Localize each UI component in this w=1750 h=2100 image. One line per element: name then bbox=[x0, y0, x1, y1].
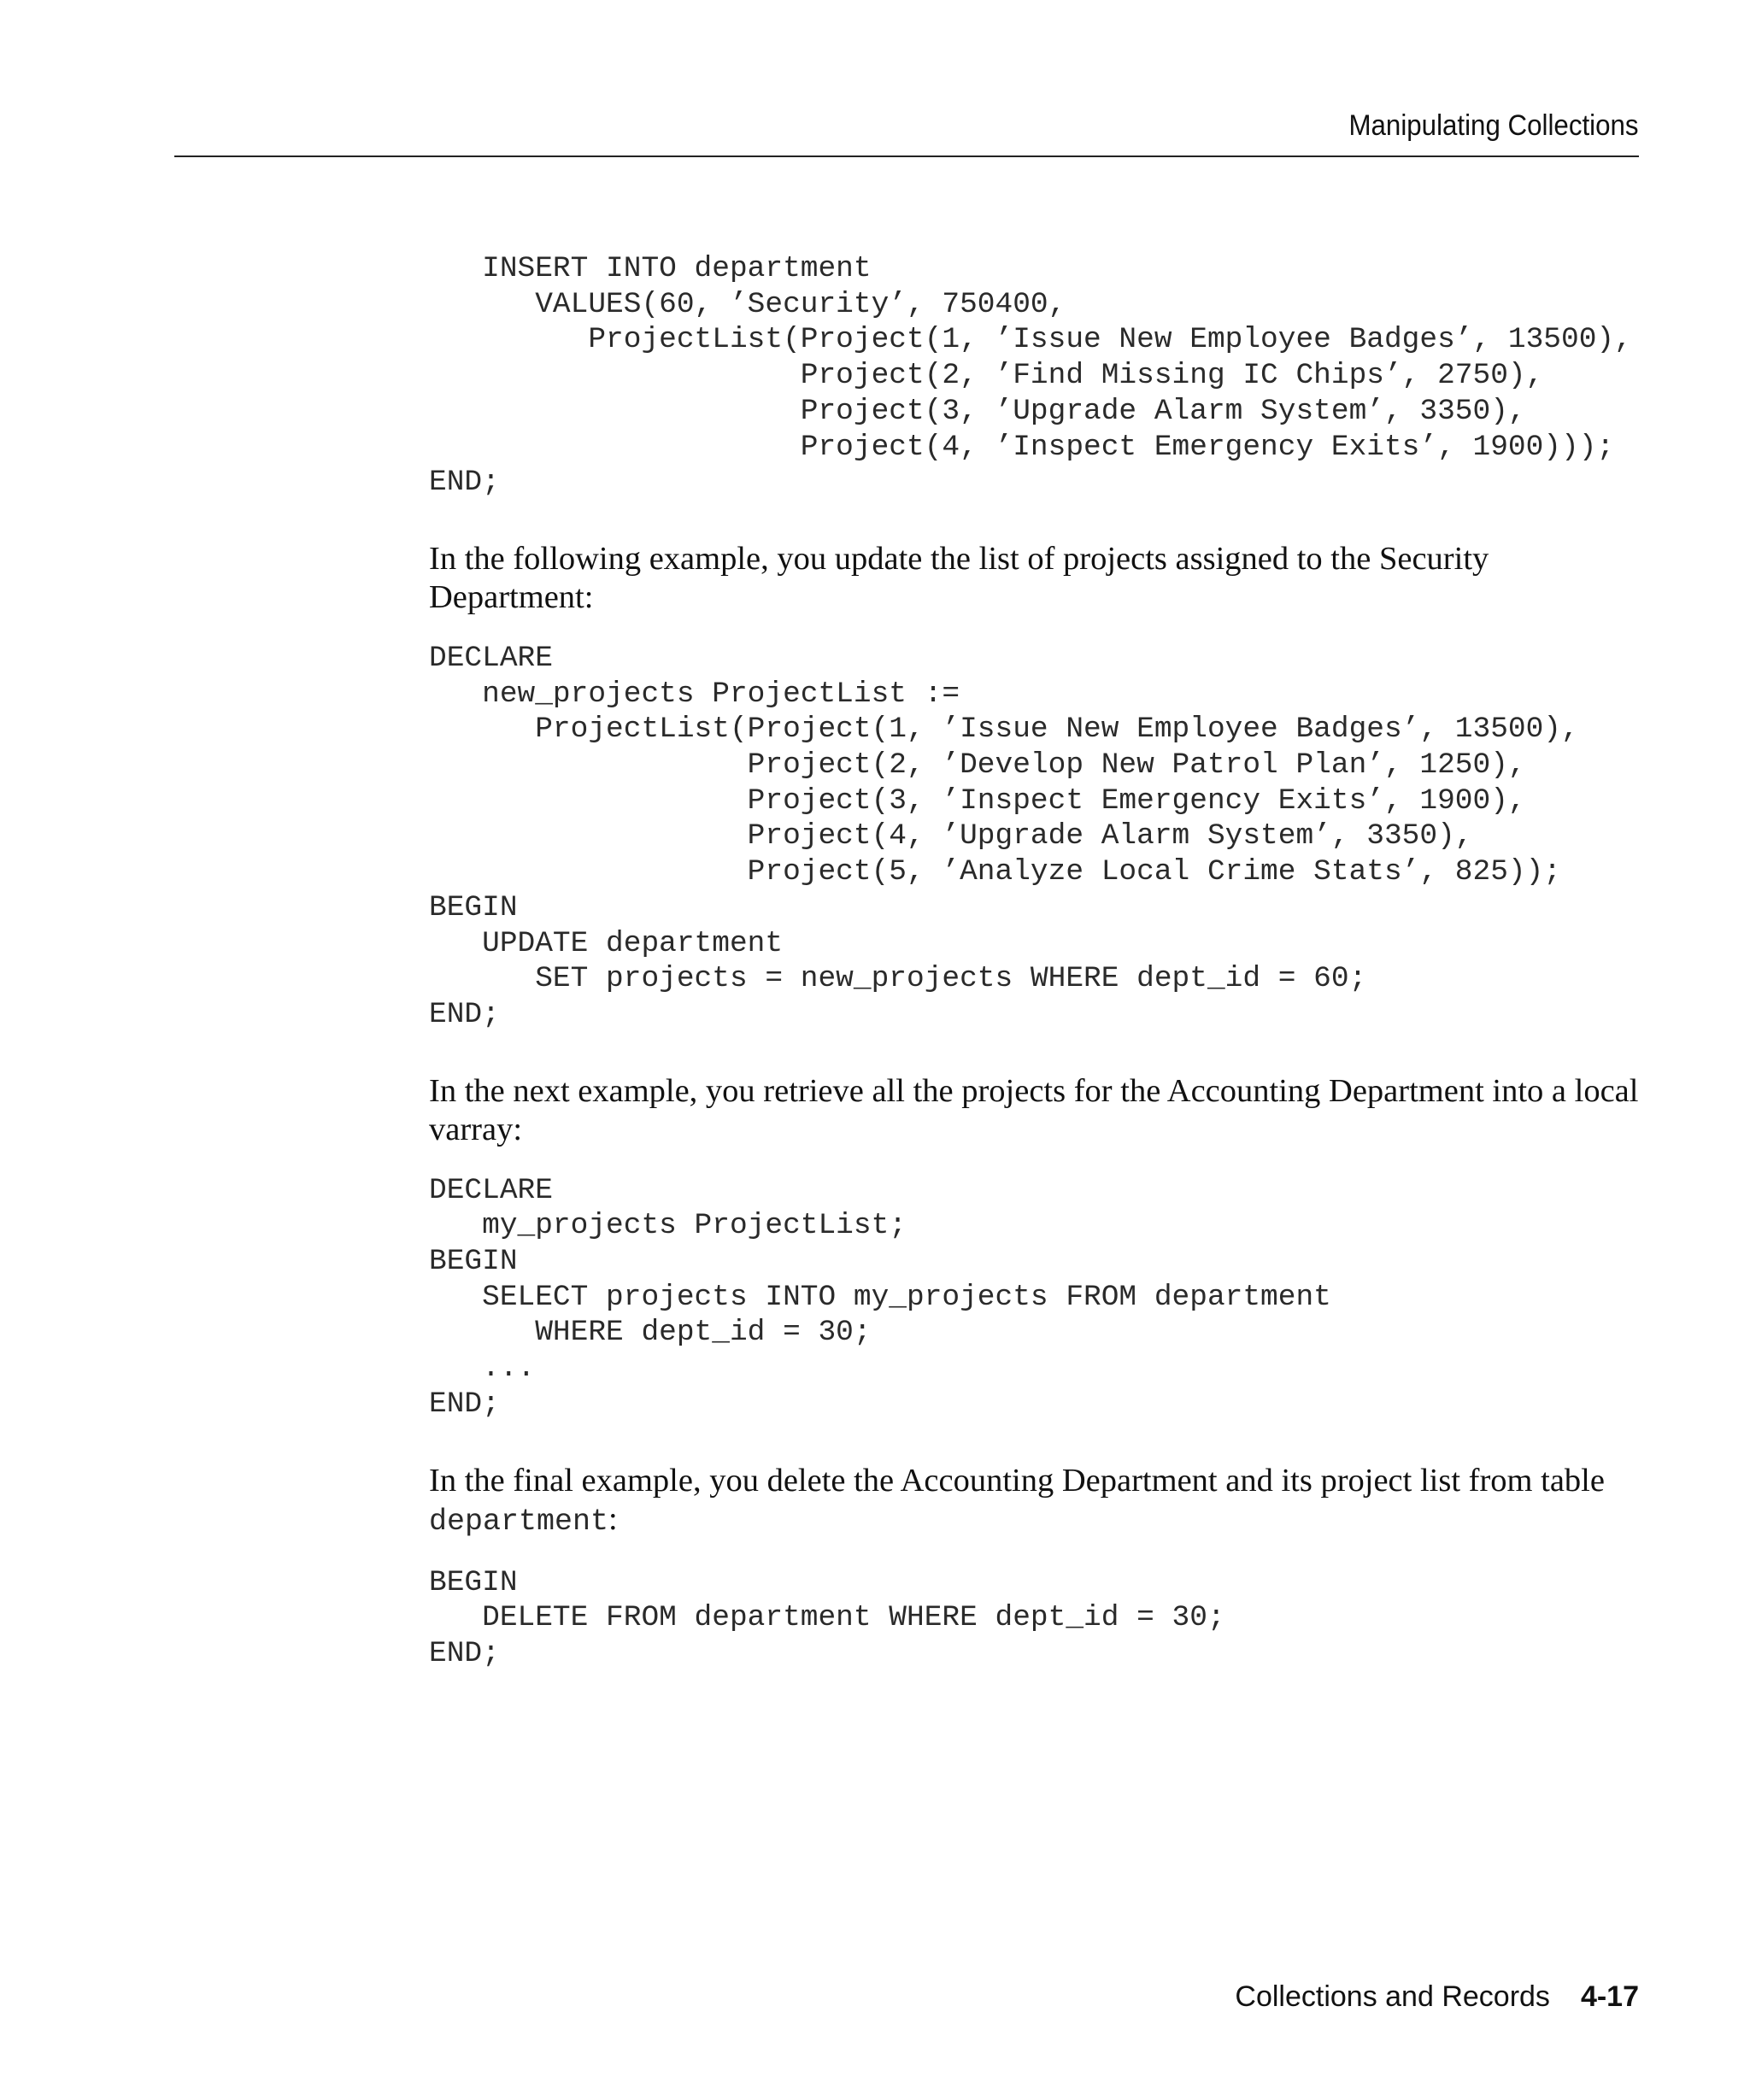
paragraph-retrieve-intro: In the next example, you retrieve all the projects for the Accounting Department into a local varray: bbox=[429, 1072, 1639, 1147]
page-content bbox=[429, 251, 1642, 1672]
inline-code-department: department bbox=[429, 1504, 609, 1539]
paragraph-delete-text: In the final example, you delete the Accounting Department and its project list from table bbox=[429, 1462, 1605, 1499]
footer-page-number: 4-17 bbox=[1580, 1980, 1639, 2013]
code-select-projects: DECLARE my_projects ProjectList; BEGIN SELECT projects INTO my_projects FROM department WHERE dept_id = 30; ... END; bbox=[429, 1173, 1331, 1421]
paragraph-delete-colon: : bbox=[608, 1500, 618, 1537]
page-footer bbox=[1235, 1980, 1639, 2014]
running-header: Manipulating Collections bbox=[1348, 109, 1639, 142]
footer-section: Collections and Records bbox=[1235, 1980, 1550, 2013]
paragraph-update-intro: In the following example, you update the list of projects assigned to the Security Department: bbox=[429, 540, 1489, 615]
code-delete-department: BEGIN DELETE FROM department WHERE dept_id = 30; END; bbox=[429, 1565, 1225, 1670]
header-rule bbox=[174, 155, 1639, 157]
code-insert-department: INSERT INTO department VALUES(60, ’Security’, 750400, ProjectList(Project(1, ’Issue New Employee Badges’, 13500), Project(2, ’Find Missing IC Chips’, 2750), Project(3, ’Upgrade Alarm System’, 3350), Project(4, ’Inspect Emergency Exits’, 1900))); END; bbox=[429, 252, 1632, 500]
paragraph-delete-intro bbox=[429, 1462, 1642, 1541]
code-update-projects: DECLARE new_projects ProjectList := ProjectList(Project(1, ’Issue New Employee Badges’, 13500), Project(2, ’Develop New Patrol Plan’, 1250), Project(3, ’Inspect Emergency Exits’, 1900), Project(4, ’Upgrade Alarm System’, 3350), Project(5, ’Analyze Local Crime Stats’, 825)); BEGIN UPDATE department SET projects = new_projects WHERE dept_id = 60; END; bbox=[429, 641, 1579, 1031]
